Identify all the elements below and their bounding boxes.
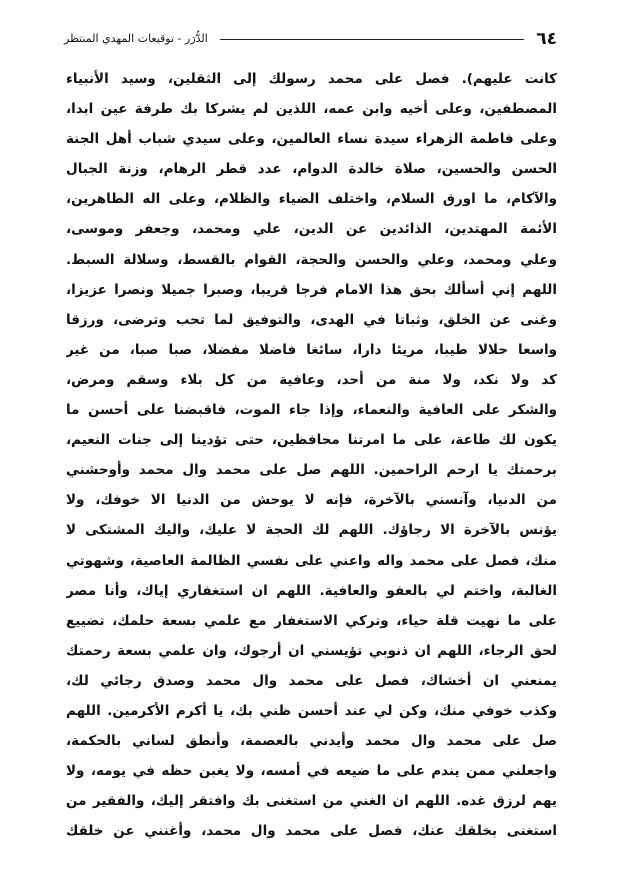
text-line: اللهم إني أسألك بحق هذا الامام فرجا قريبا، وصبرا جميلا ونصرا عزيزا،	[66, 281, 557, 298]
text-line: الغالبة، واختم لي بالعفو والعافية. اللهم ان استغفاري إياك، وأنا مصر	[66, 582, 557, 599]
running-title: الدُّرَر - توقيعات المهدي المنتظر	[64, 32, 208, 45]
text-line: استغنى بخلقك عنك، فصل على محمد وال محمد، وأغنني عن خلقك	[66, 823, 557, 840]
text-line: والشكر على العافية والنعماء، وإذا جاء الموت، فاقبضنا على أحسن ما	[66, 402, 557, 419]
header-rule	[220, 39, 524, 40]
text-line: الأئمة المهتدين، الذائدين عن الدين، علي ومحمد، وجعفر وموسى،	[66, 221, 557, 238]
text-line: واسعا حلالا طيبا، مريئا دارا، سائغا فاضلا مفضلا، صبا صبا، من غير	[66, 341, 557, 358]
text-line: والآكام، ما اورق السلام، واختلف الضياء والظلام، وعلى اله الطاهرين،	[66, 191, 557, 208]
text-line: كد ولا نكد، ولا منة من أحد، وعافية من كل بلاء وسقم ومرض،	[66, 371, 557, 388]
text-line: وغنى عن الخلق، وثباتا في الهدى، والتوفيق لما تحب وترضى، ورزقا	[66, 311, 557, 328]
text-line: وعلي ومحمد، وعلي والحسن والحجة، القوام بالقسط، وسلالة السبط.	[66, 251, 557, 268]
text-line: على ما نهيت قلة حياء، وتركي الاستغفار مع علمي بسعة حلمك، تضييع	[66, 612, 557, 629]
text-line: يمنعني ان أخشاك، فصل على محمد وال محمد وصدق رجائي لك،	[66, 672, 557, 689]
text-line: وكذب خوفي منك، وكن لي عند أحسن ظني بك، يا أكرم الأكرمين. اللهم	[66, 702, 557, 719]
text-line: الحسن والحسين، صلاة خالدة الدوام، عدد قطر الرهام، وزنة الجبال	[66, 161, 557, 178]
page-number: ٦٤	[536, 29, 557, 49]
text-line: صل على محمد وال محمد وأيدني بالعصمة، وأنطق لساني بالحكمة،	[66, 733, 557, 750]
text-line: يهم لرزق غده. اللهم ان الغني من استغنى بك وافتقر إليك، والفقير من	[66, 793, 557, 810]
text-line: برحمتك يا ارحم الراحمين. اللهم صل على محمد وال محمد وأوحشني	[66, 462, 557, 479]
text-line: يكون لك طاعة، على ما امرتنا محافظين، حتى تؤدينا إلى جنات النعيم،	[66, 432, 557, 449]
text-line: من الدنيا، وآنسني بالآخرة، فإنه لا يوحش من الدنيا الا خوفك، ولا	[66, 492, 557, 509]
text-line: وعلى فاطمة الزهراء سيدة نساء العالمين، وعلى سيدي شباب أهل الجنة	[66, 131, 557, 148]
text-line: واجعلني ممن يندم على ما ضيعه في أمسه، ولا يغبن حظه في يومه، ولا	[66, 763, 557, 780]
page-header	[64, 26, 557, 52]
text-line: يؤنس بالآخرة الا رجاؤك. اللهم لك الحجة لا عليك، واليك المشتكى لا	[66, 522, 557, 539]
text-line: كانت عليهم). فصل على محمد رسولك إلى الثقلين، وسيد الأنبياء	[66, 71, 557, 87]
text-line: منك، فصل على محمد واله واعني على نفسي الظالمة العاصية، وشهوتي	[66, 552, 557, 569]
body-text	[66, 64, 557, 846]
text-line: المصطفين، وعلى أخيه وابن عمه، اللذين لم يشركا بك طرفة عين ابدا،	[66, 101, 557, 118]
text-line: لحق الرجاء، اللهم ان ذنوبي تؤيسني ان أرجوك، وان علمي بسعة رحمتك	[66, 642, 557, 659]
